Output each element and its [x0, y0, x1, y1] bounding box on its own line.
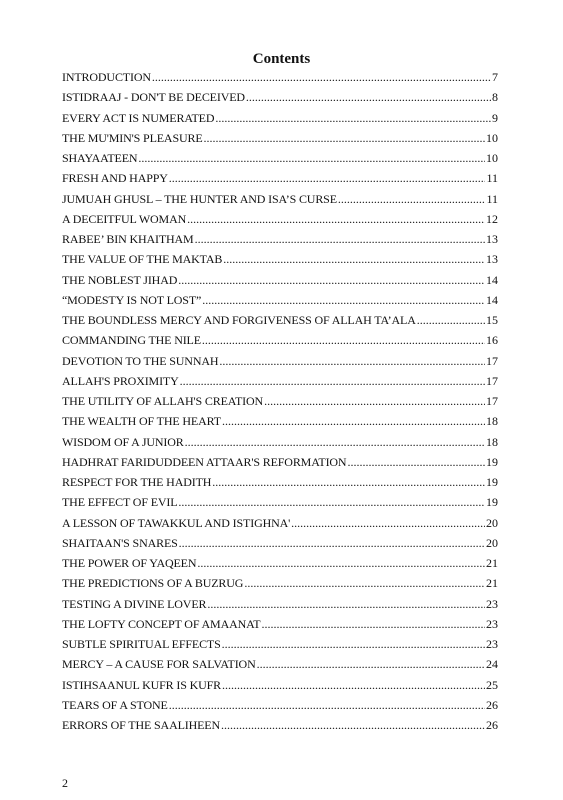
- toc-entry-page-number: 12: [486, 211, 498, 226]
- toc-entry-page-number: 21: [486, 576, 498, 591]
- toc-entry-page-number: 24: [486, 657, 498, 672]
- toc-entry-title: SHAITAAN'S SNARES: [62, 535, 178, 550]
- dot-leader: [195, 229, 485, 249]
- toc-entry[interactable]: [62, 229, 498, 249]
- toc-entry-title: ERRORS OF THE SAALIHEEN: [62, 718, 221, 732]
- page-title: Contents: [252, 51, 311, 67]
- dot-leader: [219, 351, 485, 371]
- dot-leader: [261, 614, 485, 634]
- toc-entry[interactable]: [62, 168, 498, 188]
- dot-leader: [212, 472, 485, 492]
- dot-leader: [215, 108, 491, 128]
- toc-entry-page-number: 18: [486, 434, 498, 449]
- dot-leader: [221, 715, 485, 735]
- table-of-contents: [62, 67, 498, 735]
- toc-entry-title: THE BOUNDLESS MERCY AND FORGIVENESS OF ALLAH TA’ALA: [62, 313, 416, 327]
- toc-entry[interactable]: [62, 472, 498, 492]
- toc-entry-page-number: 25: [486, 677, 498, 692]
- toc-entry-title: HADHRAT FARIDUDDEEN ATTAAR'S REFORMATION: [62, 454, 347, 469]
- toc-entry-title: TEARS OF A STONE: [62, 697, 168, 712]
- toc-entry-page-number: 17: [486, 373, 498, 388]
- toc-entry-page-number: 26: [486, 718, 498, 732]
- toc-entry[interactable]: [62, 351, 498, 371]
- toc-entry[interactable]: [62, 553, 498, 573]
- toc-entry-title: MERCY – A CAUSE FOR SALVATION: [62, 657, 256, 672]
- toc-entry-title: DEVOTION TO THE SUNNAH: [62, 353, 219, 368]
- toc-entry[interactable]: [62, 573, 498, 593]
- toc-entry[interactable]: [62, 67, 498, 87]
- toc-entry-title: THE WEALTH OF THE HEART: [62, 414, 221, 429]
- dot-leader: [244, 573, 485, 593]
- toc-entry[interactable]: [62, 128, 498, 148]
- toc-entry[interactable]: [62, 249, 498, 269]
- toc-entry-title: INTRODUCTION: [62, 70, 151, 84]
- dot-leader: [257, 654, 485, 674]
- toc-entry-page-number: 7: [492, 70, 498, 84]
- dot-leader: [178, 270, 485, 290]
- toc-entry-page-number: 19: [486, 495, 498, 510]
- toc-entry-page-number: 20: [486, 515, 498, 530]
- toc-entry-page-number: 13: [486, 232, 498, 246]
- toc-entry[interactable]: [62, 432, 498, 452]
- toc-entry[interactable]: [62, 634, 498, 654]
- toc-entry-title: THE EFFECT OF EVIL: [62, 495, 178, 510]
- toc-entry-page-number: 14: [486, 272, 498, 287]
- toc-entry-title: ISTIDRAAJ - DON'T BE DECEIVED: [62, 90, 245, 105]
- toc-entry[interactable]: [62, 513, 498, 533]
- toc-entry-page-number: 19: [486, 454, 498, 469]
- toc-entry[interactable]: [62, 87, 498, 107]
- toc-entry[interactable]: [62, 452, 498, 472]
- toc-entry-page-number: 23: [486, 637, 498, 651]
- toc-entry[interactable]: [62, 148, 498, 168]
- toc-entry[interactable]: [62, 594, 498, 614]
- dot-leader: [202, 330, 485, 350]
- toc-entry-page-number: 8: [492, 90, 498, 105]
- toc-entry[interactable]: [62, 330, 498, 350]
- dot-leader: [197, 553, 485, 573]
- dot-leader: [187, 209, 485, 229]
- dot-leader: [169, 695, 485, 715]
- dot-leader: [202, 290, 485, 310]
- toc-entry-page-number: 17: [486, 353, 498, 368]
- dot-leader: [222, 411, 485, 431]
- toc-entry-title: ALLAH'S PROXIMITY: [62, 373, 179, 388]
- toc-entry-page-number: 14: [486, 292, 498, 307]
- toc-entry-page-number: 9: [492, 110, 498, 125]
- dot-leader: [222, 634, 485, 654]
- toc-entry[interactable]: [62, 695, 498, 715]
- toc-entry[interactable]: [62, 411, 498, 431]
- toc-entry[interactable]: [62, 715, 498, 735]
- dot-leader: [222, 675, 485, 695]
- toc-entry-title: JUMUAH GHUSL – THE HUNTER AND ISA’S CURSE: [62, 191, 337, 206]
- dot-leader: [207, 594, 485, 614]
- toc-entry[interactable]: [62, 492, 498, 512]
- toc-entry-title: THE NOBLEST JIHAD: [62, 272, 178, 287]
- toc-entry-title: THE PREDICTIONS OF A BUZRUG: [62, 576, 244, 591]
- dot-leader: [347, 452, 485, 472]
- dot-leader: [178, 492, 485, 512]
- dot-leader: [291, 513, 485, 533]
- toc-entry-title: THE LOFTY CONCEPT OF AMAANAT: [62, 616, 261, 631]
- toc-entry-title: ISTIHSAANUL KUFR IS KUFR: [62, 677, 221, 692]
- toc-entry[interactable]: [62, 654, 498, 674]
- toc-entry-title: THE MU'MIN'S PLEASURE: [62, 130, 203, 145]
- toc-entry-title: TESTING A DIVINE LOVER: [62, 596, 207, 611]
- toc-entry-title: SUBTLE SPIRITUAL EFFECTS: [62, 637, 221, 651]
- toc-entry[interactable]: [62, 209, 498, 229]
- toc-entry-title: THE UTILITY OF ALLAH'S CREATION: [62, 394, 264, 408]
- toc-entry[interactable]: [62, 290, 498, 310]
- toc-entry-title: THE VALUE OF THE MAKTAB: [62, 252, 223, 267]
- toc-entry-title: EVERY ACT IS NUMERATED: [62, 110, 215, 125]
- toc-entry-page-number: 11: [486, 171, 498, 186]
- dot-leader: [179, 533, 485, 553]
- toc-entry-page-number: 21: [486, 556, 498, 570]
- toc-entry-page-number: 10: [486, 151, 498, 165]
- toc-entry-page-number: 23: [486, 616, 498, 631]
- toc-entry-title: COMMANDING THE NILE: [62, 333, 201, 348]
- toc-entry-title: THE POWER OF YAQEEN: [62, 556, 197, 570]
- toc-entry[interactable]: [62, 391, 498, 411]
- toc-entry[interactable]: [62, 189, 498, 209]
- dot-leader: [180, 371, 485, 391]
- toc-entry-page-number: 18: [486, 414, 498, 429]
- toc-entry-title: RESPECT FOR THE HADITH: [62, 475, 212, 489]
- toc-entry-page-number: 17: [486, 394, 498, 408]
- page-number: 2: [62, 776, 68, 790]
- toc-entry-page-number: 10: [486, 130, 498, 145]
- toc-entry-title: RABEE’ BIN KHAITHAM: [62, 232, 194, 246]
- toc-entry[interactable]: [62, 675, 498, 695]
- toc-entry-page-number: 26: [486, 697, 498, 712]
- dot-leader: [204, 128, 485, 148]
- dot-leader: [169, 168, 486, 188]
- dot-leader: [246, 87, 491, 107]
- toc-entry-title: SHAYAATEEN: [62, 151, 138, 165]
- toc-entry-title: FRESH AND HAPPY: [62, 171, 168, 186]
- toc-entry-page-number: 20: [486, 535, 498, 550]
- toc-entry-page-number: 19: [486, 475, 498, 489]
- toc-entry[interactable]: [62, 533, 498, 553]
- dot-leader: [185, 432, 485, 452]
- toc-entry-page-number: 23: [486, 596, 498, 611]
- toc-entry-page-number: 15: [486, 313, 498, 327]
- toc-entry-page-number: 16: [486, 333, 498, 348]
- toc-entry[interactable]: [62, 371, 498, 391]
- toc-entry-title: “MODESTY IS NOT LOST”: [62, 292, 202, 307]
- dot-leader: [264, 391, 485, 411]
- toc-entry[interactable]: [62, 108, 498, 128]
- dot-leader: [152, 67, 491, 87]
- toc-entry[interactable]: [62, 270, 498, 290]
- toc-entry[interactable]: [62, 310, 498, 330]
- dot-leader: [138, 148, 485, 168]
- dot-leader: [338, 189, 486, 209]
- toc-entry-page-number: 11: [486, 191, 498, 206]
- toc-entry-page-number: 13: [486, 252, 498, 267]
- dot-leader: [223, 249, 485, 269]
- toc-entry[interactable]: [62, 614, 498, 634]
- toc-entry-title: A DECEITFUL WOMAN: [62, 211, 187, 226]
- dot-leader: [417, 310, 485, 330]
- toc-entry-title: WISDOM OF A JUNIOR: [62, 434, 184, 449]
- toc-entry-title: A LESSON OF TAWAKKUL AND ISTIGHNA': [62, 515, 291, 530]
